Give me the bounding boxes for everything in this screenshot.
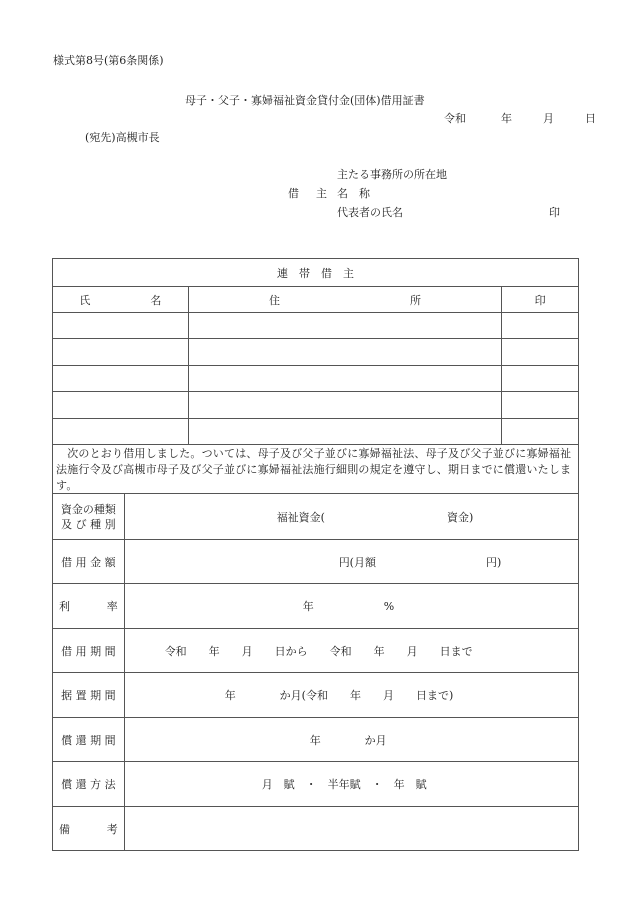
loan-amount-value[interactable] [124, 540, 578, 584]
col-header-name [53, 287, 189, 313]
fund-type-prefix: 福祉資金( [276, 510, 325, 524]
col-header-name-1: 氏 [79, 293, 91, 307]
fund-type-label-1: 資金の種類 [60, 502, 116, 516]
joint-address-cell[interactable] [188, 339, 501, 366]
statement-text: 次のとおり借用しました。ついては、母子及び父子並びに寡婦福祉法、母子及び父子並びに寡婦福祉法施行令及び高槻市母子及び父子並びに寡婦福祉法施行細則の規定を遵守し、期日までに償還いたします。 [56, 447, 572, 492]
col-header-name-2: 名 [150, 293, 162, 307]
joint-address-cell[interactable] [188, 392, 501, 419]
date-year: 年 [501, 112, 512, 125]
joint-address-cell[interactable] [188, 366, 501, 392]
interest-rate-value[interactable] [124, 584, 578, 629]
remarks-label [53, 807, 125, 851]
joint-seal-cell[interactable] [502, 339, 579, 366]
joint-name-cell[interactable] [53, 366, 189, 392]
loan-amount-monthly-end: 円) [485, 555, 502, 569]
interest-rate-year: 年 [302, 600, 314, 613]
joint-name-cell[interactable] [53, 313, 189, 339]
loan-period-value[interactable]: 令和 年 月 日から 令和 年 月 日まで [124, 629, 578, 673]
form-number: 様式第8号(第6条関係) [53, 54, 164, 67]
representative-label: 代表者の氏名 [337, 206, 403, 219]
joint-seal-cell[interactable] [502, 419, 579, 445]
interest-rate-label-1: 利 [59, 600, 70, 613]
col-header-seal: 印 [502, 287, 579, 313]
interest-rate-label [53, 584, 125, 629]
joint-address-cell[interactable] [188, 313, 501, 339]
org-name-label: 名 称 [337, 187, 370, 200]
loan-period-label: 借 用 期 間 [53, 629, 125, 673]
date-line [444, 110, 596, 126]
fund-type-value[interactable] [124, 494, 578, 540]
repayment-method-label: 償 還 方 法 [53, 762, 125, 807]
joint-name-cell[interactable] [53, 419, 189, 445]
joint-seal-cell[interactable] [502, 313, 579, 339]
repayment-method-value[interactable]: 月 賦 ・ 半年賦 ・ 年 賦 [124, 762, 578, 807]
loan-details-table [52, 493, 579, 851]
grace-period-value[interactable]: 年 か月(令和 年 月 日まで) [124, 673, 578, 718]
col-header-address [188, 287, 501, 313]
repayment-period-label: 償 還 期 間 [53, 718, 125, 762]
date-day: 日 [585, 112, 596, 125]
fund-type-label [53, 494, 125, 540]
loan-amount-yen: 円(月額 [338, 555, 376, 569]
interest-rate-percent: % [383, 600, 395, 613]
remarks-label-1: 備 [59, 822, 70, 836]
remarks-value[interactable] [124, 807, 578, 851]
borrower-heading-1: 借 [288, 187, 299, 200]
joint-seal-cell[interactable] [502, 366, 579, 392]
repayment-period-value[interactable]: 年 か月 [124, 718, 578, 762]
joint-borrower-table [52, 258, 579, 445]
fund-type-suffix: 資金) [446, 510, 474, 524]
borrower-seal-mark: 印 [549, 206, 560, 219]
interest-rate-label-2: 率 [106, 600, 118, 613]
loan-amount-label: 借 用 金 額 [53, 540, 125, 584]
grace-period-label: 据 置 期 間 [53, 673, 125, 718]
document-title: 母子・父子・寡婦福祉資金貸付金(団体)借用証書 [185, 94, 425, 107]
joint-address-cell[interactable] [188, 419, 501, 445]
col-header-address-2: 所 [409, 293, 421, 307]
addressee: (宛先)高槻市長 [85, 131, 160, 144]
fund-type-label-2: 及 び 種 別 [61, 517, 116, 531]
borrower-heading-2: 主 [316, 187, 327, 200]
office-address-label: 主たる事務所の所在地 [337, 168, 447, 181]
joint-seal-cell[interactable] [502, 392, 579, 419]
borrower-heading [288, 185, 327, 201]
date-month: 月 [543, 112, 554, 125]
joint-name-cell[interactable] [53, 339, 189, 366]
joint-name-cell[interactable] [53, 392, 189, 419]
statement-box [52, 443, 579, 496]
joint-borrower-title: 連 帯 借 主 [53, 259, 579, 287]
date-era: 令和 [444, 112, 466, 125]
col-header-address-1: 住 [268, 293, 280, 307]
remarks-label-2: 考 [106, 822, 118, 836]
